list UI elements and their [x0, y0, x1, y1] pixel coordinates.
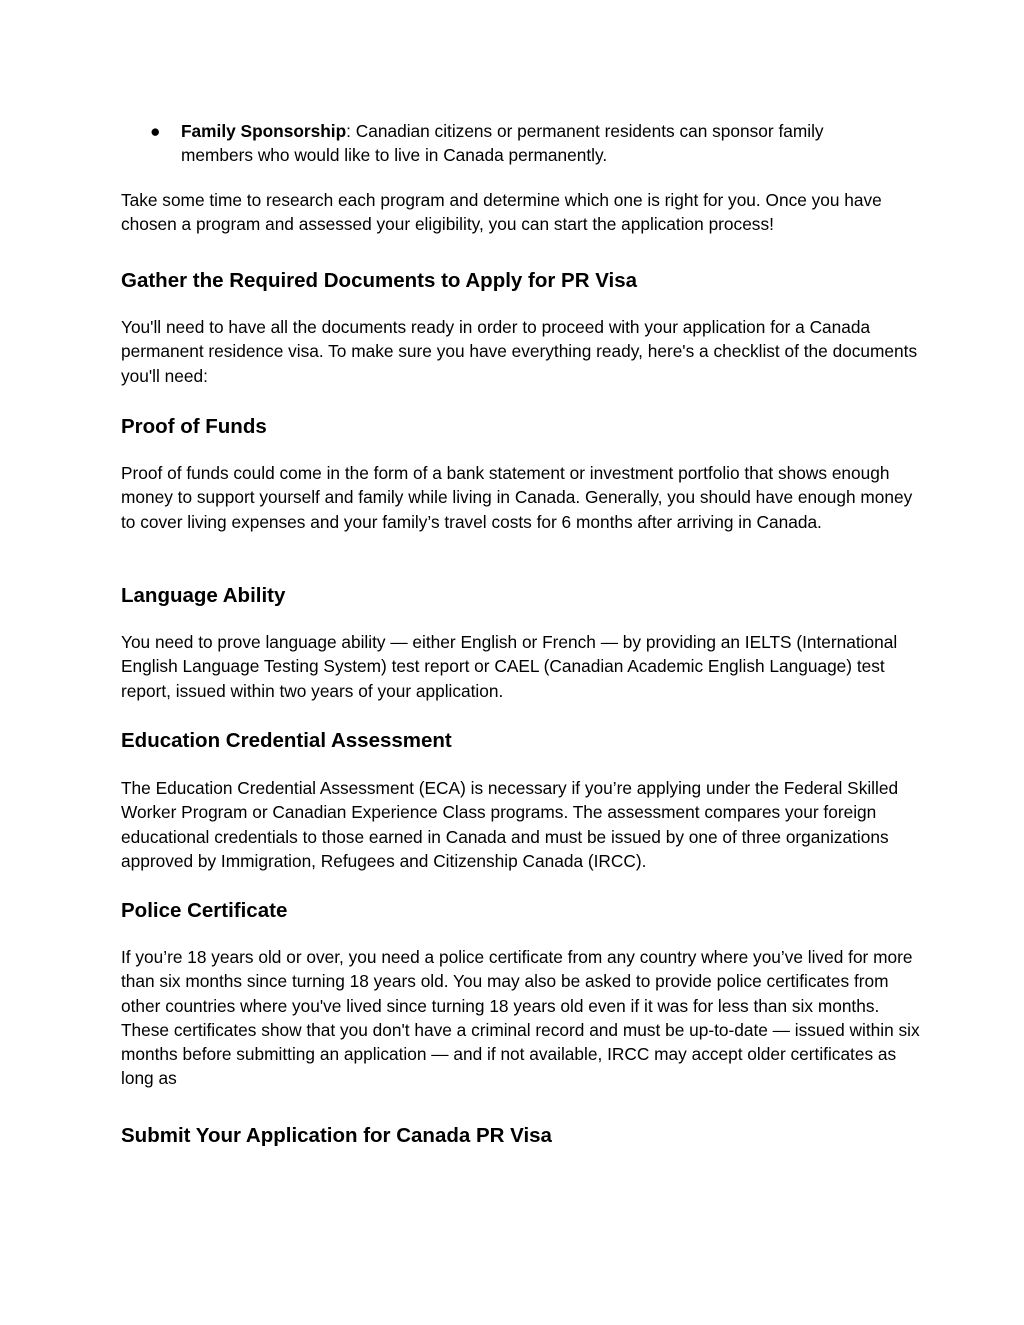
heading-police-certificate: Police Certificate [121, 899, 288, 922]
section-submit-heading-block [121, 1123, 921, 1149]
bullet-icon: ● [150, 121, 161, 141]
list-item-family-sponsorship [150, 119, 890, 168]
heading-gather-documents: Gather the Required Documents to Apply for PR Visa [121, 269, 638, 292]
section-language-body-block [121, 630, 921, 703]
section-police-heading-block [121, 898, 921, 924]
section-education-body-block [121, 776, 921, 873]
heading-proof-of-funds: Proof of Funds [121, 415, 267, 438]
heading-education-credential: Education Credential Assessment [121, 729, 452, 752]
heading-language-ability: Language Ability [121, 584, 286, 607]
section-police-body-block [121, 945, 921, 1091]
bullet-term: Family Sponsorship [181, 121, 347, 141]
paragraph-police-certificate: If you’re 18 years old or over, you need a police certificate from any country where you’ve lived for more than six months since turning 18 years old. You may also be asked to provide police certificates from other countries where you've lived since turning 18 years old even if it was for less than six months. These certificates show that you don't have a criminal record and must be up-to-date — issued within six months before submitting an application — and if not available, IRCC may accept older certificates as long as [121, 947, 920, 1089]
section-gather-heading-block [121, 268, 921, 294]
intro-paragraph-block [121, 188, 921, 237]
section-funds-heading-block [121, 414, 921, 440]
paragraph-proof-of-funds: Proof of funds could come in the form of a bank statement or investment portfolio that shows enough money to support yourself and family while living in Canada. Generally, you should have enough money to cover living expenses and your family’s travel costs for 6 months after arriving in Canada. [121, 463, 913, 532]
intro-paragraph: Take some time to research each program and determine which one is right for you. Once you have chosen a program and assessed your eligibility, you can start the application process! [121, 190, 882, 235]
section-language-heading-block [121, 583, 921, 609]
heading-submit-application: Submit Your Application for Canada PR Visa [121, 1124, 552, 1147]
bullet-description: : Canadian citizens or permanent residents can sponsor family members who would like to live in Canada permanently. [181, 121, 824, 166]
section-education-heading-block [121, 728, 921, 754]
paragraph-gather-documents: You'll need to have all the documents ready in order to proceed with your application for a Canada permanent residence visa. To make sure you have everything ready, here's a checklist of the documents you'll need: [121, 317, 918, 386]
paragraph-language-ability: You need to prove language ability — either English or French — by providing an IELTS (International English Language Testing System) test report or CAEL (Canadian Academic English Language) test report, issued within two years of your application. [121, 632, 898, 701]
section-gather-body-block [121, 315, 921, 388]
paragraph-education-credential: The Education Credential Assessment (ECA) is necessary if you’re applying under the Federal Skilled Worker Program or Canadian Experience Class programs. The assessment compares your foreign educational credentials to those earned in Canada and must be issued by one of three organizations approved by Immigration, Refugees and Citizenship Canada (IRCC). [121, 778, 899, 871]
section-funds-body-block [121, 461, 921, 534]
bullet-text [181, 119, 890, 168]
